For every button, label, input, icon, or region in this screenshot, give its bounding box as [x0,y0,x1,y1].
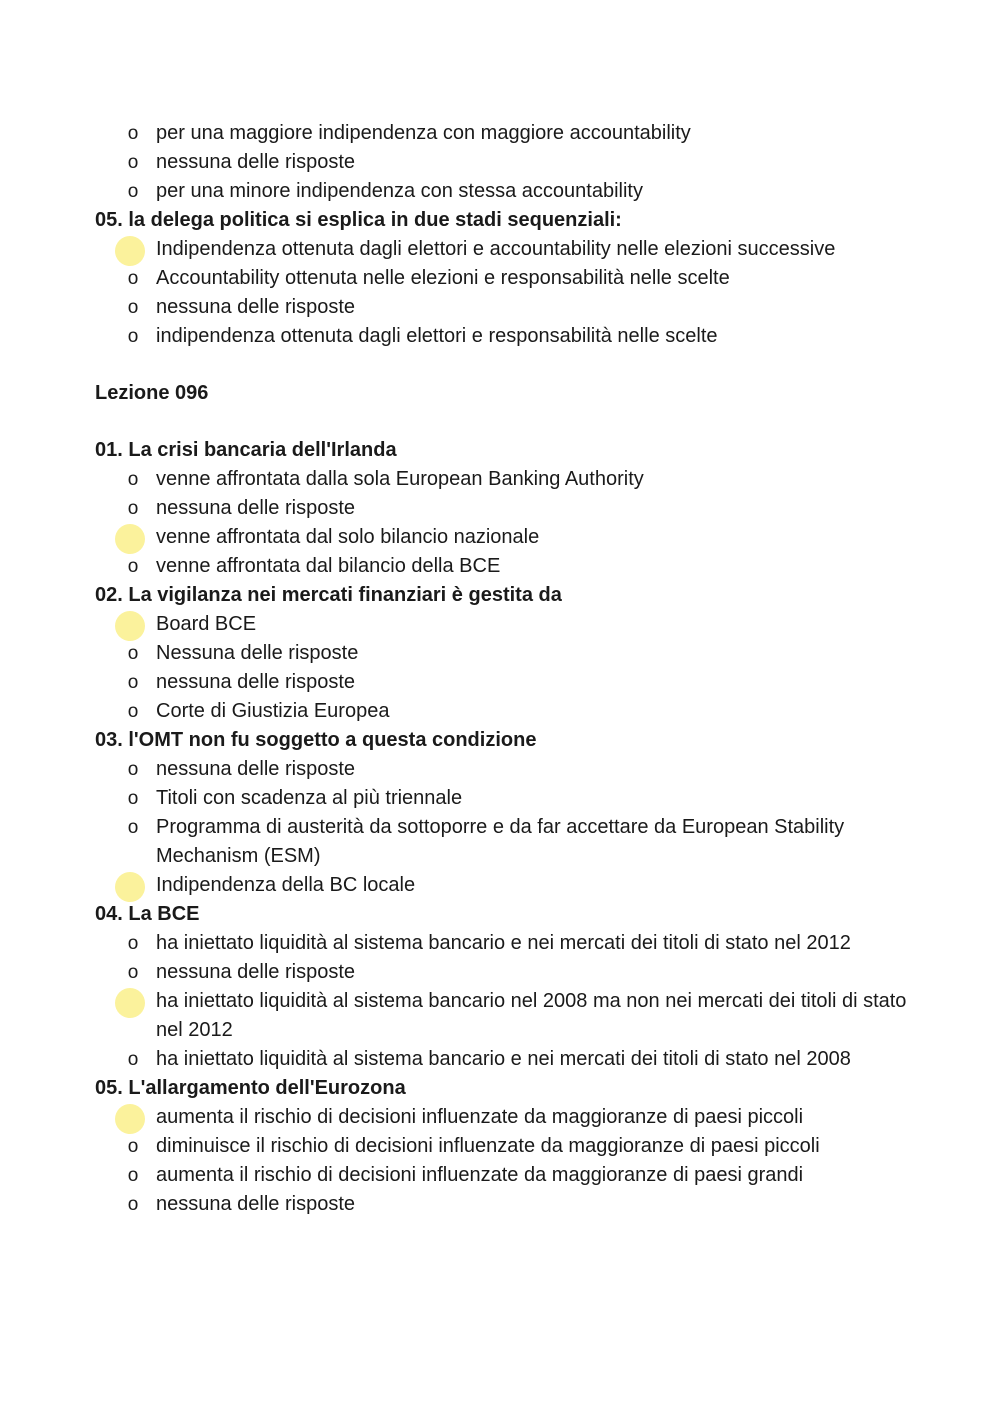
bullet-icon: o [127,759,139,780]
answer-option [95,610,915,639]
answer-option [95,1190,915,1219]
answer-highlight [115,1104,145,1134]
answer-option [95,523,915,552]
question-title: 03. l'OMT non fu soggetto a questa condizione [95,729,537,751]
answer-option [95,1103,915,1132]
bullet-icon: o [127,1165,139,1186]
answer-text: Titoli con scadenza al più triennale [156,787,463,809]
answer-text: ha iniettato liquidità al sistema bancario e nei mercati dei titoli di stato nel 2008 [156,1048,851,1070]
answer-text: Corte di Giustizia Europea [156,700,390,722]
lesson-heading: Lezione 096 [95,382,209,404]
answer-option [95,1132,915,1161]
answer-option [95,871,915,900]
answer-option [95,1045,915,1074]
answer-option [95,177,915,206]
answer-text: nessuna delle risposte [156,296,356,318]
bullet-icon: o [127,469,139,490]
spacer [95,408,915,436]
answer-highlight [115,872,145,902]
answer-option [95,784,915,813]
answer-option [95,119,915,148]
answer-text: venne affrontata dal bilancio della BCE [156,555,501,577]
answer-option [95,755,915,784]
question-title: 05. la delega politica si esplica in due stadi sequenziali: [95,209,622,231]
answer-option [95,465,915,494]
answer-text: per una maggiore indipendenza con maggiore accountability [156,122,691,144]
answer-option [95,322,915,351]
answer-text: venne affrontata dalla sola European Banking Authority [156,468,644,490]
answer-text: nessuna delle risposte [156,961,356,983]
answer-list [95,235,915,351]
answer-text: nessuna delle risposte [156,758,356,780]
question-block [95,726,915,900]
answer-text: indipendenza ottenuta dagli elettori e responsabilità nelle scelte [156,325,718,347]
answer-highlight [115,236,145,266]
question-title: 02. La vigilanza nei mercati finanziari è gestita da [95,584,562,606]
question-block [95,581,915,726]
answer-text: nessuna delle risposte [156,497,356,519]
answer-highlight [115,611,145,641]
question-block [95,900,915,1074]
answer-option [95,668,915,697]
answer-option [95,264,915,293]
answer-text: nessuna delle risposte [156,671,356,693]
bullet-icon: o [127,817,139,838]
answer-text: Programma di austerità da sottoporre e da far accettare da European Stability Mechanism (ESM) [156,816,845,867]
bullet-icon: o [127,643,139,664]
bullet-icon: o [127,933,139,954]
bullet-icon: o [127,788,139,809]
answer-text: nessuna delle risposte [156,151,356,173]
answer-option [95,987,915,1045]
answer-text: per una minore indipendenza con stessa accountability [156,180,643,202]
question-title: 04. La BCE [95,903,200,925]
answer-option [95,929,915,958]
answer-highlight [115,524,145,554]
answer-text: venne affrontata dal solo bilancio nazionale [156,526,540,548]
answer-highlight [115,988,145,1018]
answer-option [95,813,915,871]
bullet-icon: o [127,701,139,722]
bullet-icon: o [127,297,139,318]
bullet-icon: o [127,556,139,577]
question-title: 05. L'allargamento dell'Eurozona [95,1077,406,1099]
answer-option [95,697,915,726]
question-title: 01. La crisi bancaria dell'Irlanda [95,439,397,461]
answer-option [95,235,915,264]
answer-option [95,1161,915,1190]
spacer [95,351,915,379]
bullet-icon: o [127,498,139,519]
bullet-icon: o [127,181,139,202]
answer-text: Board BCE [156,613,257,635]
bullet-icon: o [127,326,139,347]
answer-option [95,958,915,987]
bullet-icon: o [127,1049,139,1070]
answer-option [95,552,915,581]
bullet-icon: o [127,152,139,173]
answer-text: Accountability ottenuta nelle elezioni e responsabilità nelle scelte [156,267,730,289]
answer-option [95,293,915,322]
answer-text: Indipendenza ottenuta dagli elettori e accountability nelle elezioni successive [156,238,836,260]
answer-option [95,639,915,668]
bullet-icon: o [127,672,139,693]
bullet-icon: o [127,1136,139,1157]
answer-text: ha iniettato liquidità al sistema bancario nel 2008 ma non nei mercati dei titoli di stato nel 2012 [156,990,907,1041]
answer-text: diminuisce il rischio di decisioni influenzate da maggioranze di paesi piccoli [156,1135,820,1157]
answer-text: ha iniettato liquidità al sistema bancario e nei mercati dei titoli di stato nel 2012 [156,932,851,954]
bullet-icon: o [127,962,139,983]
question-block [95,436,915,581]
answer-option [95,494,915,523]
bullet-icon: o [127,268,139,289]
answer-text: Indipendenza della BC locale [156,874,416,896]
answer-option [95,148,915,177]
page-content [95,119,915,1219]
top-options-list [95,119,915,206]
bullet-icon: o [127,1194,139,1215]
bullet-icon: o [127,123,139,144]
answer-text: aumenta il rischio di decisioni influenzate da maggioranze di paesi grandi [156,1164,804,1186]
answer-text: aumenta il rischio di decisioni influenzate da maggioranze di paesi piccoli [156,1106,804,1128]
answer-text: Nessuna delle risposte [156,642,359,664]
question-block [95,1074,915,1219]
answer-text: nessuna delle risposte [156,1193,356,1215]
